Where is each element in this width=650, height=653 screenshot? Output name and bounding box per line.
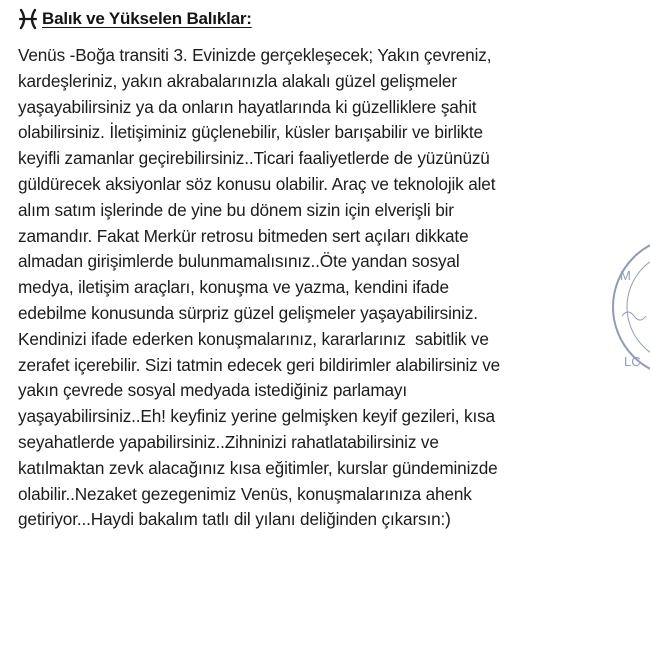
paragraph-line: güldürecek aksiyonlar söz konusu olabilir. Araç ve teknolojik alet	[18, 173, 496, 194]
watermark-letter-bottom: LC	[624, 354, 641, 369]
paragraph-line: olabilir..Nezaket gezegenimiz Venüs, konuşmalarınıza ahenk	[18, 483, 472, 504]
paragraph-line: kardeşleriniz, yakın akrabalarınızla alakalı güzel gelişmeler	[18, 70, 457, 91]
paragraph-line: almadan girişimlerde bulunmamalısınız..Öte yandan sosyal	[18, 251, 460, 272]
paragraph-line: keyifli zamanlar geçirebilirsiniz..Ticari faaliyetlerde de yüzünüzü	[18, 148, 490, 169]
paragraph-line: olabilirsiniz. İletişiminiz güçlenebilir, küsler barışabilir ve birlikte	[18, 122, 483, 143]
paragraph-line: edebilme konusunda sürpriz güzel gelişmeler yaşayabilirsiniz.	[18, 302, 478, 323]
paragraph-line: Venüs -Boğa transiti 3. Evinizde gerçekleşecek; Yakın çevreniz,	[18, 45, 492, 65]
paragraph-line: seyahatlerde yapabilirsiniz..Zihninizi rahatlatabilirsiniz ve	[18, 431, 439, 452]
paragraph-line: zamandır. Fakat Merkür retrosu bitmeden sert açıları dikkate	[18, 225, 469, 246]
paragraph-line: yaşayabilirsiniz..Eh! keyfiniz yerine gelmişken keyif gezileri, kısa	[18, 406, 495, 427]
paragraph-line: zerafet içerebilir. Sizi tatmin edecek geri bildirimler alabilirsiniz ve	[18, 354, 501, 375]
section-heading	[18, 6, 252, 32]
paragraph-line: yakın çevrede sosyal medyada istediğiniz parlamayı	[18, 380, 407, 401]
paragraph-line: medya, iletişim araçları, konuşma ve yazma, kendini ifade	[18, 277, 449, 298]
watermark-letter-top: M	[620, 268, 631, 283]
paragraph-line: alım satım işlerinde de yine bu dönem sizin için elverişli bir	[18, 199, 454, 220]
pisces-icon	[18, 8, 38, 30]
paragraph-line: yaşayabilirsiniz ya da onların hayatlarında ki güzelliklere şahit	[18, 96, 477, 117]
paragraph-line: katılmaktan zevk alacağınız kısa eğitimler, kurslar gündeminizde	[18, 457, 498, 478]
paragraph-line: Kendinizi ifade ederken konuşmalarınız, kararlarınız sabitlik ve	[18, 328, 489, 349]
paragraph-line: getiriyor...Haydi bakalım tatlı dil yılanı deliğinden çıkarsın:)	[18, 509, 451, 530]
horoscope-paragraph	[18, 43, 650, 533]
section-title: Balık ve Yükselen Balıklar:	[42, 9, 252, 28]
